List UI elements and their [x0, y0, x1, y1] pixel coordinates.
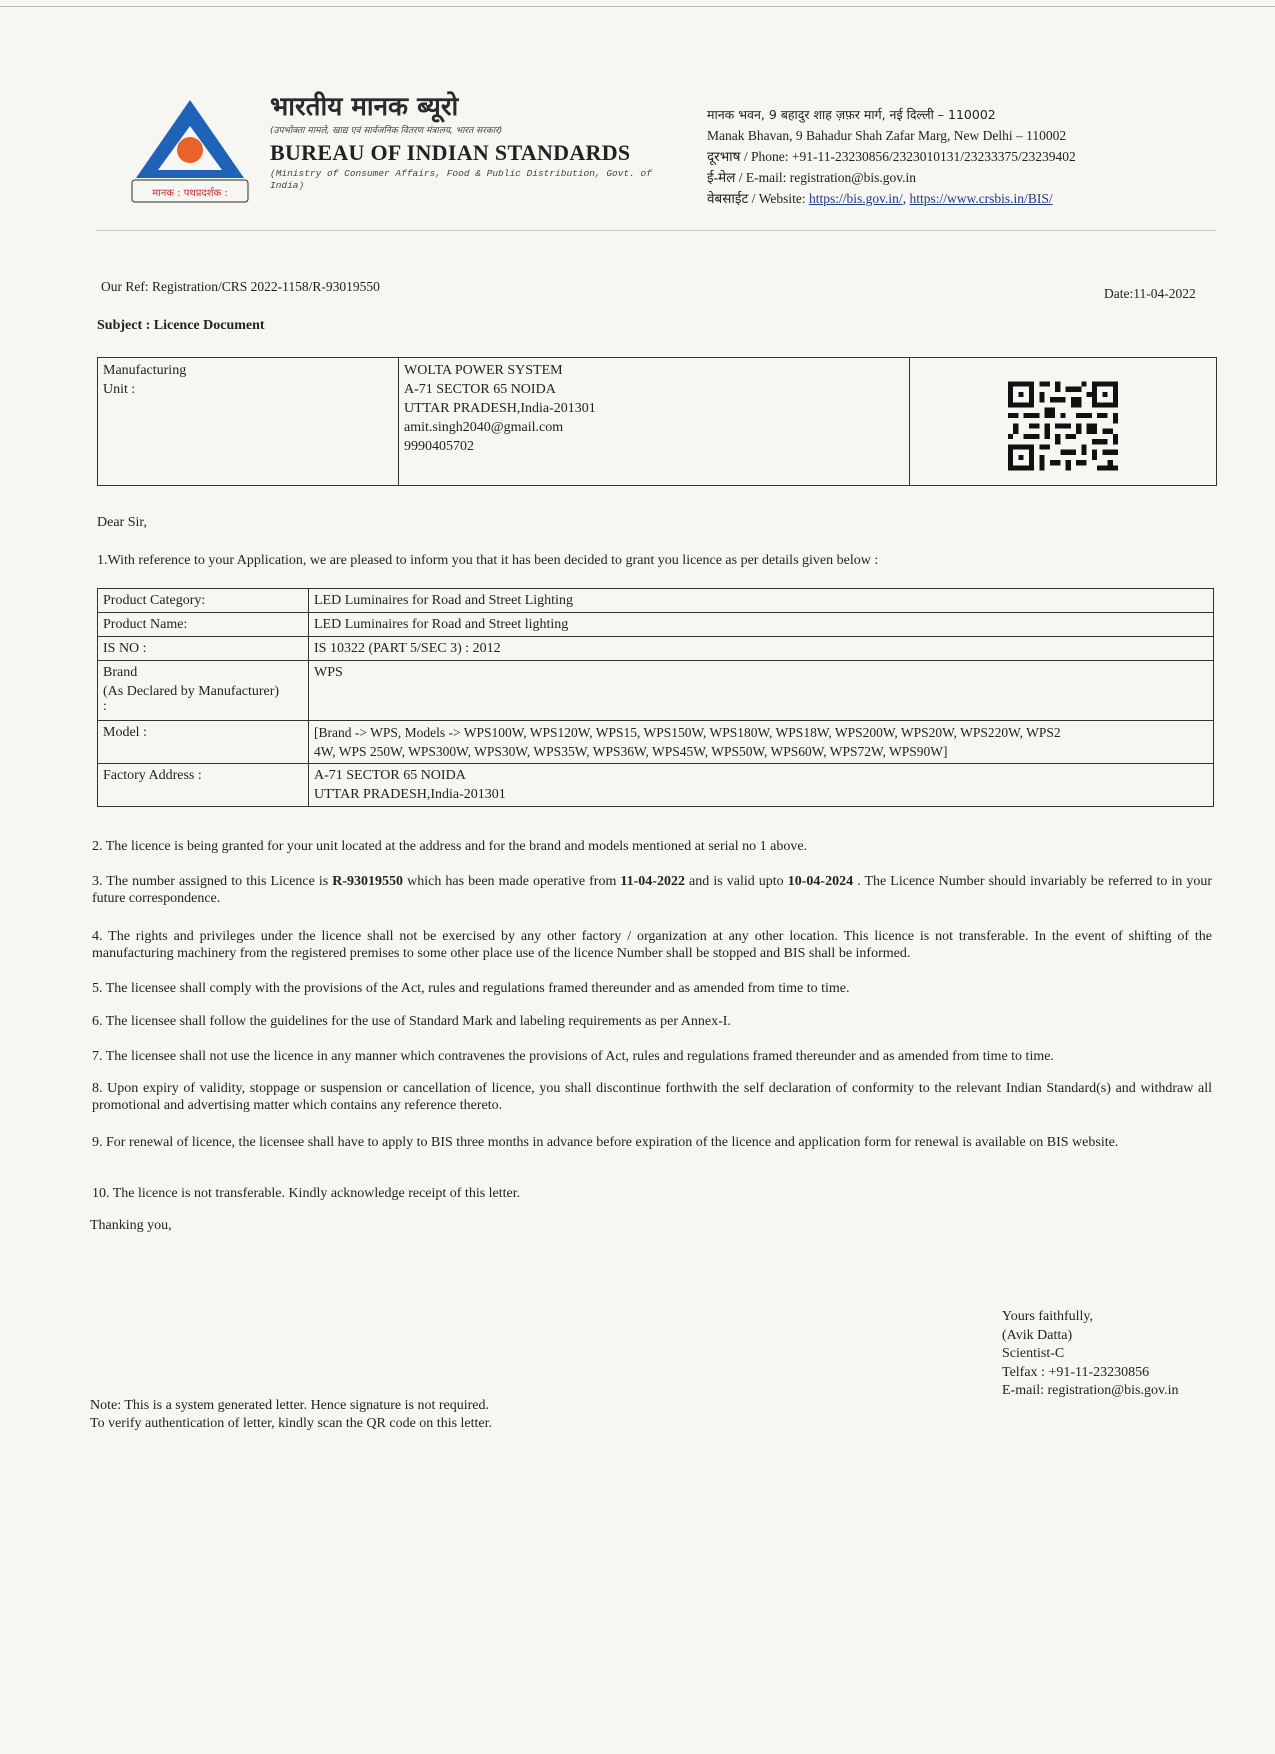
website-link-bis[interactable]: https://bis.gov.in/ [809, 191, 903, 206]
qr-cell [910, 358, 1217, 486]
factory-line: A-71 SECTOR 65 NOIDA [314, 768, 466, 783]
paragraph-7: 7. The licensee shall not use the licence in any manner which contravenes the provisions of Act, rules and regulations framed thereunder and as amended from time to time. [92, 1049, 1054, 1064]
company-phone: 9990405702 [404, 439, 474, 454]
note-line: To verify authentication of letter, kindly scan the QR code on this letter. [90, 1416, 493, 1431]
manufacturing-unit-details [399, 358, 910, 486]
brand-value: WPS [309, 661, 1214, 721]
label-line: Unit : [103, 382, 136, 397]
product-name-label: Product Name: [98, 613, 309, 637]
website-label: वेबसाईट / Website: [707, 191, 810, 206]
company-address-2: UTTAR PRADESH,India-201301 [404, 401, 596, 416]
model-line: [Brand -> WPS, Models -> WPS100W, WPS120W, WPS15, WPS150W, WPS180W, WPS18W, WPS200W, WPS20W, WPS220W, WPS2 [314, 725, 1061, 740]
factory-address-label: Factory Address : [98, 764, 309, 807]
p3-text: 3. The number assigned to this Licence is [92, 874, 333, 889]
paragraph-8: 8. Upon expiry of validity, stoppage or suspension or cancellation of licence, you shall discontinue forthwith the self declaration of conformity to the relevant Indian Standard(s) and withdraw all promotional and advertising matter which contains any reference thereto. [92, 1081, 1212, 1113]
product-name-value: LED Luminaires for Road and Street lighting [309, 613, 1214, 637]
product-category-label: Product Category: [98, 589, 309, 613]
table-row [98, 661, 1214, 721]
reference-number: Our Ref: Registration/CRS 2022-1158/R-93019550 [101, 279, 380, 294]
address-english: Manak Bhavan, 9 Bahadur Shah Zafar Marg, New Delhi – 110002 [707, 128, 1067, 143]
paragraph-6: 6. The licensee shall follow the guidelines for the use of Standard Mark and labeling requirements as per Annex-I. [92, 1014, 731, 1029]
contact-block [707, 104, 1167, 209]
signatory-designation: Scientist-C [1002, 1346, 1065, 1361]
system-note [90, 1397, 492, 1433]
closing-thanks: Thanking you, [90, 1218, 172, 1233]
paragraph-3 [92, 873, 1212, 907]
address-hindi: मानक भवन, 9 बहादुर शाह ज़फ़र मार्ग, नई दिल्ली – 110002 [707, 107, 996, 122]
paragraph-9: 9. For renewal of licence, the licensee shall have to apply to BIS three months in advance before expiration of the licence and application form for renewal is available on BIS website. [92, 1135, 1119, 1150]
is-number-label: IS NO : [98, 637, 309, 661]
label-line: Manufacturing [103, 363, 187, 378]
letter-date: Date:11-04-2022 [1104, 286, 1196, 301]
model-label: Model : [98, 721, 309, 764]
paragraph-1: 1.With reference to your Application, we are pleased to inform you that it has been decided to grant you licence as per details given below : [97, 553, 879, 568]
signature-block [1002, 1308, 1178, 1401]
org-name-english: BUREAU OF INDIAN STANDARDS [270, 140, 631, 165]
p3-text: which has been made operative from [403, 874, 621, 889]
signatory-telfax: Telfax : +91-11-23230856 [1002, 1364, 1150, 1380]
is-number-value: IS 10322 (PART 5/SEC 3) : 2012 [309, 637, 1214, 661]
website-line [707, 188, 1167, 209]
website-separator: , [902, 191, 910, 206]
org-name-hindi: भारतीय मानक ब्यूरो [270, 92, 459, 122]
model-line: 4W, WPS 250W, WPS300W, WPS30W, WPS35W, WPS36W, WPS45W, WPS50W, WPS60W, WPS72W, WPS90W] [314, 744, 948, 759]
logo-motto: मानक : पथप्रदर्शक : [152, 188, 228, 199]
organization-name [270, 92, 690, 192]
company-email: amit.singh2040@gmail.com [404, 420, 564, 435]
paragraph-2: 2. The licence is being granted for your unit located at the address and for the brand and models mentioned at serial no 1 above. [92, 839, 808, 854]
header-divider [96, 230, 1216, 231]
manufacturing-unit-table [97, 357, 1217, 486]
top-edge-line [0, 6, 1275, 7]
email-line: ई-मेल / E-mail: registration@bis.gov.in [707, 170, 917, 185]
brand-label [98, 661, 309, 721]
brand-label-line: (As Declared by Manufacturer) [103, 684, 280, 699]
note-line: Note: This is a system generated letter. Hence signature is not required. [90, 1398, 490, 1413]
yours-faithfully: Yours faithfully, [1002, 1309, 1094, 1324]
paragraph-4: 4. The rights and privileges under the licence shall not be exercised by any other factory / organization at any other location. This licence is not transferable. In the event of shifting of the manufacturing machinery from the registered premises to some other place use of the licence Number shall be stopped and BIS shall be informed. [92, 929, 1212, 961]
phone-line: दूरभाष / Phone: +91-11-23230856/2323010131/23233375/23239402 [707, 149, 1076, 164]
org-ministry-english: (Ministry of Consumer Affairs, Food & Public Distribution, Govt. of India) [270, 168, 652, 191]
table-row [98, 764, 1214, 807]
table-row [98, 721, 1214, 764]
product-details-table [97, 588, 1214, 807]
company-name: WOLTA POWER SYSTEM [404, 363, 563, 378]
table-row [98, 589, 1214, 613]
org-ministry-hindi: (उपभोक्ता मामले, खाद्य एवं सार्वजनिक वितरण मंत्रालय, भारत सरकार) [270, 126, 503, 136]
subject-line: Subject : Licence Document [97, 318, 265, 333]
valid-from-date: 11-04-2022 [620, 874, 685, 889]
table-row [98, 637, 1214, 661]
p3-text: and is valid upto [684, 874, 788, 889]
licence-number: R-93019550 [332, 874, 404, 889]
model-value [309, 721, 1214, 764]
signatory-email: E-mail: registration@bis.gov.in [1002, 1383, 1179, 1398]
factory-address-value [309, 764, 1214, 807]
website-link-crsbis[interactable]: https://www.crsbis.in/BIS/ [909, 191, 1053, 206]
letterhead [130, 92, 1150, 212]
valid-to-date: 10-04-2024 [787, 874, 854, 889]
manufacturing-unit-label [98, 358, 399, 486]
p3-text: . The Licence Number should invariably be referred to in your future correspondence. [92, 874, 1213, 906]
paragraph-10: 10. The licence is not transferable. Kindly acknowledge receipt of this letter. [92, 1186, 521, 1201]
salutation: Dear Sir, [97, 515, 147, 530]
table-row [98, 613, 1214, 637]
factory-line: UTTAR PRADESH,India-201301 [314, 787, 506, 802]
signatory-name: (Avik Datta) [1002, 1327, 1073, 1343]
product-category-value: LED Luminaires for Road and Street Lighting [309, 589, 1214, 613]
paragraph-5: 5. The licensee shall comply with the provisions of the Act, rules and regulations framed thereunder and as amended from time to time. [92, 981, 850, 996]
brand-label-line: Brand [103, 665, 138, 680]
qr-code-icon [1008, 381, 1118, 471]
brand-label-line: : [103, 699, 107, 714]
bis-logo-icon [130, 96, 250, 206]
company-address-1: A-71 SECTOR 65 NOIDA [404, 382, 556, 397]
